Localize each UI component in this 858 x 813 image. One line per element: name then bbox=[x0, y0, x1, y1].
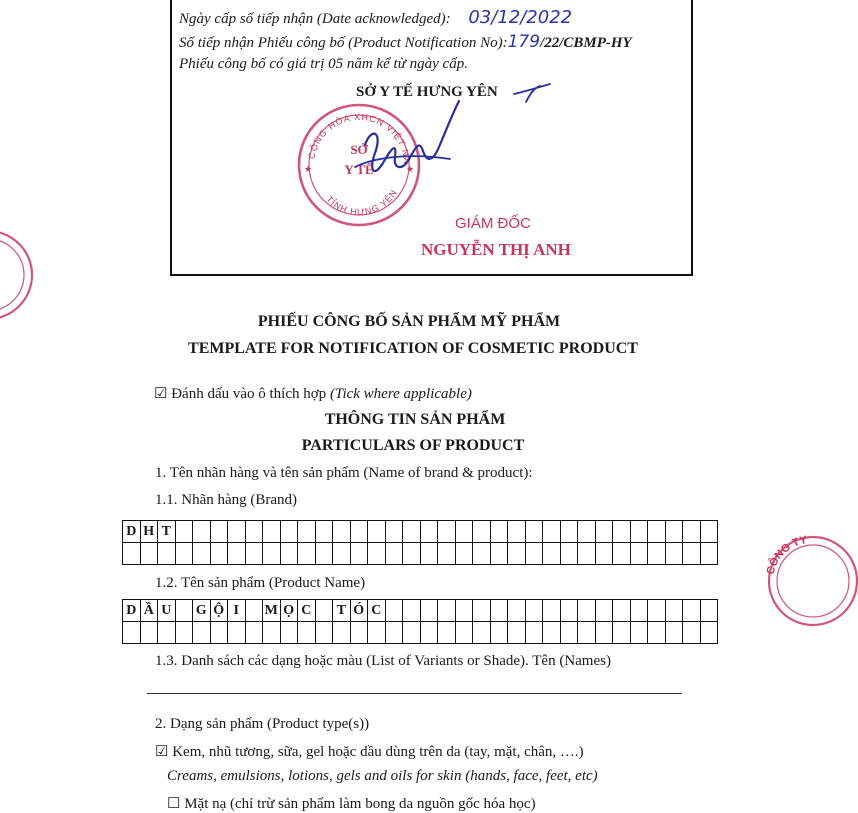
grid-cell[interactable] bbox=[438, 543, 456, 565]
grid-cell[interactable] bbox=[613, 521, 631, 543]
validity-note: Phiếu công bố có giá trị 05 năm kể từ ngày cấp. bbox=[179, 56, 468, 72]
grid-cell[interactable]: I bbox=[228, 600, 246, 622]
grid-cell[interactable] bbox=[700, 600, 718, 622]
grid-cell[interactable] bbox=[245, 543, 263, 565]
grid-cell[interactable] bbox=[350, 622, 368, 644]
tick-note-en: (Tick where applicable) bbox=[329, 386, 472, 402]
grid-cell[interactable] bbox=[403, 521, 421, 543]
grid-cell[interactable] bbox=[595, 521, 613, 543]
grid-cell[interactable] bbox=[455, 600, 473, 622]
grid-cell[interactable] bbox=[385, 543, 403, 565]
grid-cell[interactable] bbox=[315, 543, 333, 565]
grid-cell[interactable] bbox=[158, 622, 176, 644]
grid-cell[interactable] bbox=[210, 543, 228, 565]
grid-cell[interactable]: C bbox=[368, 600, 386, 622]
grid-cell[interactable]: Ó bbox=[350, 600, 368, 622]
grid-cell[interactable] bbox=[333, 521, 351, 543]
grid-cell[interactable] bbox=[298, 543, 316, 565]
grid-cell[interactable] bbox=[578, 600, 596, 622]
grid-cell[interactable] bbox=[228, 543, 246, 565]
seal-center-2: Y TẾ bbox=[344, 162, 374, 177]
grid-cell[interactable] bbox=[315, 622, 333, 644]
grid-cell[interactable] bbox=[525, 622, 543, 644]
product-type-option-1[interactable] bbox=[155, 742, 584, 761]
date-ack-value: 03/12/2022 bbox=[468, 7, 573, 28]
grid-cell[interactable]: T bbox=[158, 521, 176, 543]
question-1: 1. Tên nhãn hàng và tên sản phẩm (Name of brand & product): bbox=[155, 465, 533, 481]
grid-cell[interactable] bbox=[298, 622, 316, 644]
option-1-vi: Kem, nhũ tương, sữa, gel hoặc dầu dùng trên da (tay, mặt, chân, ….) bbox=[172, 744, 584, 760]
grid-cell[interactable] bbox=[543, 622, 561, 644]
grid-cell[interactable] bbox=[700, 622, 718, 644]
grid-cell[interactable] bbox=[263, 543, 281, 565]
grid-cell[interactable] bbox=[630, 622, 648, 644]
grid-cell[interactable] bbox=[350, 521, 368, 543]
grid-cell[interactable] bbox=[263, 521, 281, 543]
grid-cell[interactable] bbox=[700, 543, 718, 565]
variants-blank-line[interactable] bbox=[147, 693, 682, 694]
question-2: 2. Dạng sản phẩm (Product type(s)) bbox=[155, 716, 370, 732]
grid-cell[interactable] bbox=[368, 543, 386, 565]
brand-grid[interactable] bbox=[122, 520, 718, 565]
grid-cell[interactable] bbox=[158, 543, 176, 565]
grid-cell[interactable] bbox=[648, 622, 666, 644]
grid-cell[interactable] bbox=[665, 521, 683, 543]
grid-cell[interactable] bbox=[665, 622, 683, 644]
grid-cell[interactable] bbox=[648, 600, 666, 622]
grid-cell[interactable] bbox=[333, 543, 351, 565]
grid-cell[interactable] bbox=[420, 521, 438, 543]
grid-cell[interactable] bbox=[280, 622, 298, 644]
checkbox-checked-icon[interactable]: ☑ bbox=[154, 386, 168, 402]
notification-number-handwritten: 179 bbox=[507, 32, 541, 52]
svg-text:CÔNG TY bbox=[765, 534, 809, 576]
grid-cell[interactable] bbox=[560, 521, 578, 543]
date-ack-label: Ngày cấp số tiếp nhận (Date acknowledged): bbox=[179, 11, 451, 27]
grid-cell[interactable] bbox=[525, 543, 543, 565]
grid-cell[interactable] bbox=[245, 622, 263, 644]
grid-cell[interactable] bbox=[368, 622, 386, 644]
grid-cell[interactable] bbox=[683, 543, 701, 565]
date-ack-row bbox=[179, 7, 572, 28]
grid-cell[interactable] bbox=[403, 600, 421, 622]
grid-cell[interactable] bbox=[683, 600, 701, 622]
grid-cell[interactable] bbox=[508, 622, 526, 644]
svg-text:★: ★ bbox=[406, 164, 415, 174]
grid-cell[interactable] bbox=[543, 521, 561, 543]
grid-cell[interactable]: H bbox=[140, 521, 158, 543]
grid-cell[interactable]: Ộ bbox=[210, 600, 228, 622]
grid-cell[interactable] bbox=[473, 543, 491, 565]
grid-cell[interactable] bbox=[280, 521, 298, 543]
signer-title: GIÁM ĐỐC bbox=[455, 215, 531, 232]
grid-cell[interactable] bbox=[473, 521, 491, 543]
seal-center-1: SỞ bbox=[350, 142, 368, 157]
grid-cell[interactable] bbox=[420, 543, 438, 565]
seal-bottom-text: TỈNH HƯNG YÊN bbox=[324, 187, 400, 218]
grid-cell[interactable] bbox=[193, 543, 211, 565]
grid-cell[interactable] bbox=[490, 543, 508, 565]
grid-cell[interactable]: Ọ bbox=[280, 600, 298, 622]
question-1-2: 1.2. Tên sản phẩm (Product Name) bbox=[155, 575, 366, 591]
grid-cell[interactable] bbox=[245, 521, 263, 543]
product-name-grid[interactable] bbox=[122, 599, 718, 644]
authority-name: SỞ Y TẾ HƯNG YÊN bbox=[356, 84, 498, 100]
grid-cell[interactable] bbox=[490, 622, 508, 644]
grid-cell[interactable] bbox=[385, 622, 403, 644]
grid-cell[interactable] bbox=[578, 543, 596, 565]
notification-number-suffix: /22/CBMP-HY bbox=[540, 35, 632, 51]
grid-cell[interactable] bbox=[175, 600, 193, 622]
grid-cell[interactable]: T bbox=[333, 600, 351, 622]
grid-cell[interactable] bbox=[630, 600, 648, 622]
grid-cell[interactable] bbox=[140, 622, 158, 644]
question-1-3: 1.3. Danh sách các dạng hoặc màu (List of Variants or Shade). Tên (Names) bbox=[155, 653, 611, 669]
grid-cell[interactable] bbox=[333, 622, 351, 644]
grid-cell[interactable] bbox=[280, 543, 298, 565]
grid-cell[interactable] bbox=[438, 521, 456, 543]
grid-cell[interactable] bbox=[525, 521, 543, 543]
grid-cell[interactable] bbox=[508, 600, 526, 622]
grid-cell[interactable] bbox=[700, 521, 718, 543]
grid-cell[interactable] bbox=[473, 622, 491, 644]
grid-cell[interactable] bbox=[683, 521, 701, 543]
checkbox-empty-icon[interactable]: ☐ bbox=[167, 796, 181, 812]
notification-number-label: Số tiếp nhận Phiếu công bố (Product Notification No): bbox=[179, 35, 508, 51]
grid-cell[interactable] bbox=[175, 543, 193, 565]
notification-number-row bbox=[179, 32, 632, 52]
tick-note-vi: Đánh dấu vào ô thích hợp bbox=[171, 386, 327, 402]
grid-cell[interactable]: M bbox=[263, 600, 281, 622]
grid-cell[interactable] bbox=[630, 521, 648, 543]
grid-cell[interactable] bbox=[140, 543, 158, 565]
tick-note bbox=[154, 384, 472, 403]
grid-cell[interactable] bbox=[595, 543, 613, 565]
grid-cell[interactable] bbox=[508, 521, 526, 543]
grid-cell[interactable] bbox=[578, 622, 596, 644]
grid-cell[interactable] bbox=[543, 600, 561, 622]
grid-cell[interactable] bbox=[245, 600, 263, 622]
question-1-1: 1.1. Nhãn hàng (Brand) bbox=[155, 492, 298, 508]
grid-cell[interactable] bbox=[438, 622, 456, 644]
grid-cell[interactable] bbox=[543, 543, 561, 565]
grid-cell[interactable] bbox=[438, 600, 456, 622]
grid-cell[interactable] bbox=[560, 543, 578, 565]
grid-cell[interactable] bbox=[385, 521, 403, 543]
grid-cell[interactable] bbox=[193, 521, 211, 543]
grid-cell[interactable] bbox=[648, 521, 666, 543]
grid-cell[interactable] bbox=[420, 600, 438, 622]
grid-cell[interactable] bbox=[123, 622, 141, 644]
grid-cell[interactable] bbox=[578, 521, 596, 543]
grid-cell[interactable] bbox=[385, 600, 403, 622]
director-signature bbox=[325, 85, 475, 195]
option-1-en: Creams, emulsions, lotions, gels and oils for skin (hands, face, feet, etc) bbox=[167, 768, 598, 784]
grid-cell[interactable] bbox=[473, 600, 491, 622]
grid-cell[interactable] bbox=[560, 622, 578, 644]
grid-cell[interactable] bbox=[455, 622, 473, 644]
grid-cell[interactable] bbox=[175, 521, 193, 543]
grid-cell[interactable] bbox=[193, 622, 211, 644]
grid-cell[interactable] bbox=[508, 543, 526, 565]
grid-cell[interactable] bbox=[630, 543, 648, 565]
authority-initial-mark bbox=[512, 82, 558, 104]
grid-cell[interactable] bbox=[368, 521, 386, 543]
svg-text:★: ★ bbox=[304, 164, 313, 174]
signer-name: NGUYỄN THỊ ANH bbox=[421, 240, 571, 259]
grid-cell[interactable] bbox=[595, 600, 613, 622]
grid-cell[interactable]: D bbox=[123, 600, 141, 622]
grid-cell[interactable] bbox=[350, 543, 368, 565]
grid-cell[interactable] bbox=[123, 543, 141, 565]
grid-cell[interactable] bbox=[455, 521, 473, 543]
grid-cell[interactable]: G bbox=[193, 600, 211, 622]
grid-cell[interactable] bbox=[525, 600, 543, 622]
grid-cell[interactable] bbox=[175, 622, 193, 644]
grid-cell[interactable] bbox=[560, 600, 578, 622]
grid-cell[interactable] bbox=[315, 521, 333, 543]
grid-cell[interactable]: Ầ bbox=[140, 600, 158, 622]
grid-cell[interactable] bbox=[490, 600, 508, 622]
product-type-option-2[interactable] bbox=[167, 794, 536, 813]
grid-cell[interactable] bbox=[298, 521, 316, 543]
form-title-vi: PHIẾU CÔNG BỐ SẢN PHẨM MỸ PHẨM bbox=[257, 313, 561, 330]
grid-cell[interactable] bbox=[490, 521, 508, 543]
company-stamp-right bbox=[758, 518, 858, 644]
grid-cell[interactable] bbox=[228, 622, 246, 644]
option-2-vi: Mặt nạ (chỉ trừ sản phẩm làm bong da nguồn gốc hóa học) bbox=[184, 796, 536, 812]
section-title-vi: THÔNG TIN SẢN PHẨM bbox=[324, 411, 506, 428]
right-stamp-text: CÔNG TY bbox=[764, 534, 809, 576]
grid-cell[interactable] bbox=[595, 622, 613, 644]
grid-cell[interactable] bbox=[403, 622, 421, 644]
grid-cell[interactable] bbox=[420, 622, 438, 644]
grid-cell[interactable] bbox=[665, 543, 683, 565]
grid-cell[interactable]: U bbox=[158, 600, 176, 622]
grid-cell[interactable] bbox=[665, 600, 683, 622]
grid-cell[interactable] bbox=[210, 622, 228, 644]
grid-cell[interactable] bbox=[403, 543, 421, 565]
grid-cell[interactable] bbox=[648, 543, 666, 565]
form-title-en: TEMPLATE FOR NOTIFICATION OF COSMETIC PRODUCT bbox=[188, 340, 638, 357]
grid-cell[interactable] bbox=[613, 622, 631, 644]
grid-cell[interactable]: C bbox=[298, 600, 316, 622]
grid-cell[interactable] bbox=[263, 622, 281, 644]
grid-cell[interactable] bbox=[228, 521, 246, 543]
checkbox-checked-icon[interactable]: ☑ bbox=[155, 744, 169, 760]
grid-cell[interactable] bbox=[613, 543, 631, 565]
seal-top-text: CỘNG HÒA XHCN VIỆT NAM bbox=[289, 92, 413, 165]
grid-cell[interactable]: D bbox=[123, 521, 141, 543]
grid-cell[interactable] bbox=[210, 521, 228, 543]
grid-cell[interactable] bbox=[455, 543, 473, 565]
grid-cell[interactable] bbox=[683, 622, 701, 644]
section-title-en: PARTICULARS OF PRODUCT bbox=[301, 437, 525, 454]
grid-cell[interactable] bbox=[315, 600, 333, 622]
grid-cell[interactable] bbox=[613, 600, 631, 622]
